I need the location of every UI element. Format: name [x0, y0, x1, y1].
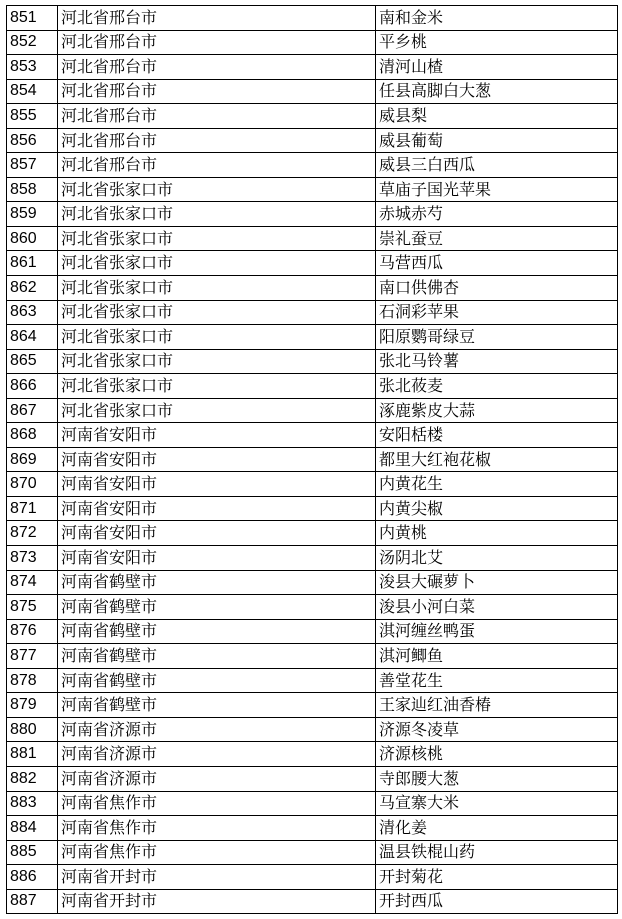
table-row [7, 717, 618, 742]
row-number-cell: 876 [7, 619, 58, 644]
row-number-cell: 870 [7, 472, 58, 497]
table-row [7, 79, 618, 104]
region-cell: 河南省焦作市 [58, 840, 376, 865]
table-row [7, 30, 618, 55]
row-number-cell: 865 [7, 349, 58, 374]
product-name-cell: 开封西瓜 [376, 889, 618, 914]
row-number-cell: 852 [7, 30, 58, 55]
region-cell: 河南省安阳市 [58, 472, 376, 497]
region-cell: 河南省焦作市 [58, 791, 376, 816]
product-name-cell: 威县三白西瓜 [376, 153, 618, 178]
product-name-cell: 内黄尖椒 [376, 496, 618, 521]
table-row [7, 128, 618, 153]
region-cell: 河北省邢台市 [58, 128, 376, 153]
region-cell: 河北省张家口市 [58, 374, 376, 399]
product-name-cell: 张北马铃薯 [376, 349, 618, 374]
product-name-cell: 平乡桃 [376, 30, 618, 55]
region-cell: 河北省邢台市 [58, 104, 376, 129]
table-row [7, 472, 618, 497]
product-name-cell: 崇礼蚕豆 [376, 226, 618, 251]
table-row [7, 840, 618, 865]
region-cell: 河北省邢台市 [58, 55, 376, 80]
region-cell: 河北省邢台市 [58, 6, 376, 31]
table-row [7, 619, 618, 644]
document-page [6, 5, 618, 914]
table-row [7, 104, 618, 129]
region-cell: 河南省鹤壁市 [58, 644, 376, 669]
region-cell: 河北省张家口市 [58, 226, 376, 251]
row-number-cell: 877 [7, 644, 58, 669]
product-name-cell: 都里大红袍花椒 [376, 447, 618, 472]
region-cell: 河南省济源市 [58, 766, 376, 791]
row-number-cell: 851 [7, 6, 58, 31]
region-cell: 河南省安阳市 [58, 521, 376, 546]
product-name-cell: 淇河缠丝鸭蛋 [376, 619, 618, 644]
table-row [7, 496, 618, 521]
region-cell: 河北省邢台市 [58, 79, 376, 104]
region-cell: 河南省鹤壁市 [58, 619, 376, 644]
region-cell: 河南省鹤壁市 [58, 570, 376, 595]
row-number-cell: 868 [7, 423, 58, 448]
table-row [7, 55, 618, 80]
region-cell: 河北省张家口市 [58, 398, 376, 423]
product-name-cell: 马宣寨大米 [376, 791, 618, 816]
table-row [7, 521, 618, 546]
region-cell: 河南省鹤壁市 [58, 668, 376, 693]
row-number-cell: 869 [7, 447, 58, 472]
table-row [7, 251, 618, 276]
region-cell: 河北省张家口市 [58, 325, 376, 350]
product-name-cell: 浚县大碾萝卜 [376, 570, 618, 595]
product-name-cell: 马营西瓜 [376, 251, 618, 276]
product-name-cell: 汤阴北艾 [376, 546, 618, 571]
region-cell: 河北省张家口市 [58, 300, 376, 325]
row-number-cell: 853 [7, 55, 58, 80]
row-number-cell: 886 [7, 865, 58, 890]
row-number-cell: 860 [7, 226, 58, 251]
row-number-cell: 882 [7, 766, 58, 791]
table-row [7, 595, 618, 620]
product-name-cell: 温县铁棍山药 [376, 840, 618, 865]
region-cell: 河北省张家口市 [58, 177, 376, 202]
table-row [7, 791, 618, 816]
row-number-cell: 864 [7, 325, 58, 350]
row-number-cell: 862 [7, 276, 58, 301]
product-name-cell: 威县梨 [376, 104, 618, 129]
table-row [7, 668, 618, 693]
row-number-cell: 859 [7, 202, 58, 227]
region-cell: 河南省焦作市 [58, 816, 376, 841]
table-row [7, 423, 618, 448]
row-number-cell: 885 [7, 840, 58, 865]
product-name-cell: 任县高脚白大葱 [376, 79, 618, 104]
product-name-cell: 威县葡萄 [376, 128, 618, 153]
region-cell: 河南省安阳市 [58, 447, 376, 472]
product-name-cell: 王家辿红油香椿 [376, 693, 618, 718]
row-number-cell: 866 [7, 374, 58, 399]
row-number-cell: 867 [7, 398, 58, 423]
product-name-cell: 淇河鲫鱼 [376, 644, 618, 669]
table-row [7, 398, 618, 423]
row-number-cell: 855 [7, 104, 58, 129]
row-number-cell: 875 [7, 595, 58, 620]
row-number-cell: 883 [7, 791, 58, 816]
row-number-cell: 872 [7, 521, 58, 546]
region-cell: 河北省张家口市 [58, 251, 376, 276]
product-name-cell: 清河山楂 [376, 55, 618, 80]
table-row [7, 153, 618, 178]
row-number-cell: 856 [7, 128, 58, 153]
product-name-cell: 浚县小河白菜 [376, 595, 618, 620]
table-row [7, 816, 618, 841]
product-name-cell: 清化姜 [376, 816, 618, 841]
product-name-cell: 内黄桃 [376, 521, 618, 546]
row-number-cell: 873 [7, 546, 58, 571]
row-number-cell: 854 [7, 79, 58, 104]
table-row [7, 889, 618, 914]
product-name-cell: 善堂花生 [376, 668, 618, 693]
row-number-cell: 863 [7, 300, 58, 325]
table-row [7, 6, 618, 31]
product-name-cell: 涿鹿紫皮大蒜 [376, 398, 618, 423]
table-row [7, 325, 618, 350]
table-row [7, 276, 618, 301]
product-name-cell: 草庙子国光苹果 [376, 177, 618, 202]
row-number-cell: 858 [7, 177, 58, 202]
table-row [7, 226, 618, 251]
table-row [7, 202, 618, 227]
region-cell: 河北省张家口市 [58, 349, 376, 374]
region-cell: 河北省张家口市 [58, 276, 376, 301]
product-name-cell: 南口供佛杏 [376, 276, 618, 301]
region-cell: 河南省鹤壁市 [58, 693, 376, 718]
region-cell: 河南省开封市 [58, 865, 376, 890]
region-cell: 河南省安阳市 [58, 496, 376, 521]
table-body [7, 6, 618, 914]
product-name-cell: 赤城赤芍 [376, 202, 618, 227]
table-row [7, 349, 618, 374]
row-number-cell: 871 [7, 496, 58, 521]
row-number-cell: 878 [7, 668, 58, 693]
region-cell: 河北省张家口市 [58, 202, 376, 227]
product-name-cell: 张北莜麦 [376, 374, 618, 399]
product-name-cell: 阳原鹦哥绿豆 [376, 325, 618, 350]
region-cell: 河南省安阳市 [58, 546, 376, 571]
row-number-cell: 879 [7, 693, 58, 718]
product-name-cell: 济源冬凌草 [376, 717, 618, 742]
table-row [7, 865, 618, 890]
table-row [7, 300, 618, 325]
region-cell: 河南省鹤壁市 [58, 595, 376, 620]
region-cell: 河南省济源市 [58, 742, 376, 767]
region-cell: 河南省安阳市 [58, 423, 376, 448]
table-row [7, 693, 618, 718]
row-number-cell: 861 [7, 251, 58, 276]
product-name-cell: 济源核桃 [376, 742, 618, 767]
row-number-cell: 881 [7, 742, 58, 767]
region-cell: 河北省邢台市 [58, 30, 376, 55]
region-cell: 河南省开封市 [58, 889, 376, 914]
row-number-cell: 884 [7, 816, 58, 841]
product-name-cell: 安阳栝楼 [376, 423, 618, 448]
row-number-cell: 857 [7, 153, 58, 178]
region-cell: 河北省邢台市 [58, 153, 376, 178]
row-number-cell: 887 [7, 889, 58, 914]
product-name-cell: 内黄花生 [376, 472, 618, 497]
product-table [6, 5, 618, 914]
row-number-cell: 880 [7, 717, 58, 742]
table-row [7, 374, 618, 399]
product-name-cell: 石洞彩苹果 [376, 300, 618, 325]
table-row [7, 570, 618, 595]
row-number-cell: 874 [7, 570, 58, 595]
product-name-cell: 寺郎腰大葱 [376, 766, 618, 791]
product-name-cell: 开封菊花 [376, 865, 618, 890]
table-row [7, 742, 618, 767]
table-row [7, 447, 618, 472]
table-row [7, 644, 618, 669]
table-row [7, 177, 618, 202]
region-cell: 河南省济源市 [58, 717, 376, 742]
product-name-cell: 南和金米 [376, 6, 618, 31]
table-row [7, 766, 618, 791]
table-row [7, 546, 618, 571]
